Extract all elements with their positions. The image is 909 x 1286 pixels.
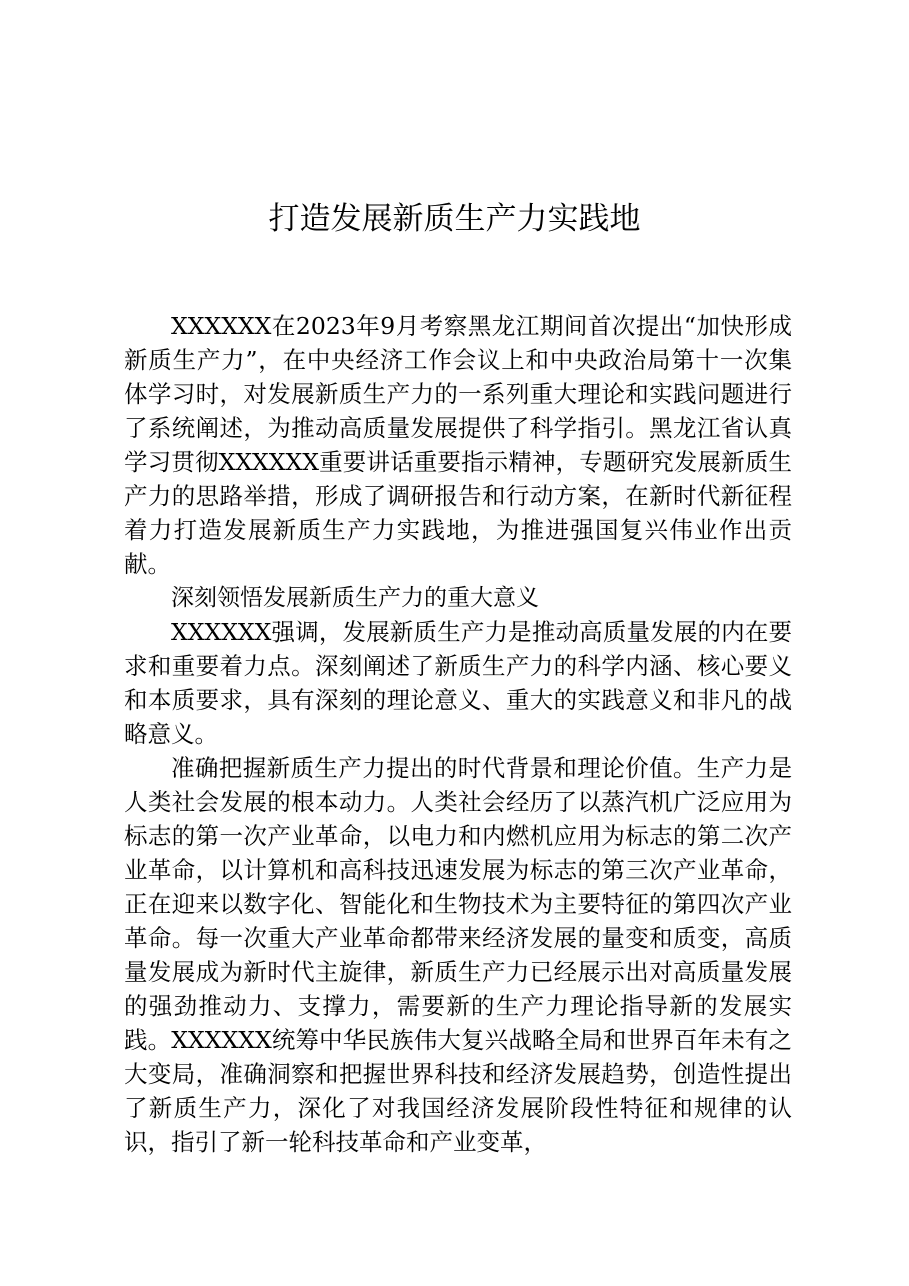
paragraph-intro: XXXXXX在2023年9月考察黑龙江期间首次提出“加快形成新质生产力”，在中央经济工作会议上和中央政治局第十一次集体学习时，对发展新质生产力的一系列重大理论和实践问题进行了系统阐述，为推动高质量发展提供了科学指引。黑龙江省认真学习贯彻XXXXXX重要讲话重要指示精神，专题研究发展新质生产力的思路举措，形成了调研报告和行动方案，在新时代新征程着力打造发展新质生产力实践地，为推进强国复兴伟业作出贡献。 bbox=[124, 312, 792, 578]
paragraph-significance: XXXXXX强调，发展新质生产力是推动高质量发展的内在要求和重要着力点。深刻阐述了新质生产力的科学内涵、核心要义和本质要求，具有深刻的理论意义、重大的实践意义和非凡的战略意义。 bbox=[124, 618, 792, 748]
document-title: 打造发展新质生产力实践地 bbox=[268, 201, 641, 237]
paragraph-background: 准确把握新质生产力提出的时代背景和理论价值。生产力是人类社会发展的根本动力。人类社会经历了以蒸汽机广泛应用为标志的第一次产业革命，以电力和内燃机应用为标志的第二次产业革命，以计算机和高科技迅速发展为标志的第三次产业革命，正在迎来以数字化、智能化和生物技术为主要特征的第四次产业革命。每一次重大产业革命都带来经济发展的量变和质变，高质量发展成为新时代主旋律，新质生产力已经展示出对高质量发展的强劲推动力、支撑力，需要新的生产力理论指导新的发展实践。XXXXXX统筹中华民族伟大复兴战略全局和世界百年未有之大变局，准确洞察和把握世界科技和经济发展趋势，创造性提出了新质生产力，深化了对我国经济发展阶段性特征和规律的认识，指引了新一轮科技革命和产业变革， bbox=[124, 754, 792, 1156]
document-body bbox=[124, 309, 792, 1159]
section-heading: 深刻领悟发展新质生产力的重大意义 bbox=[171, 585, 539, 611]
